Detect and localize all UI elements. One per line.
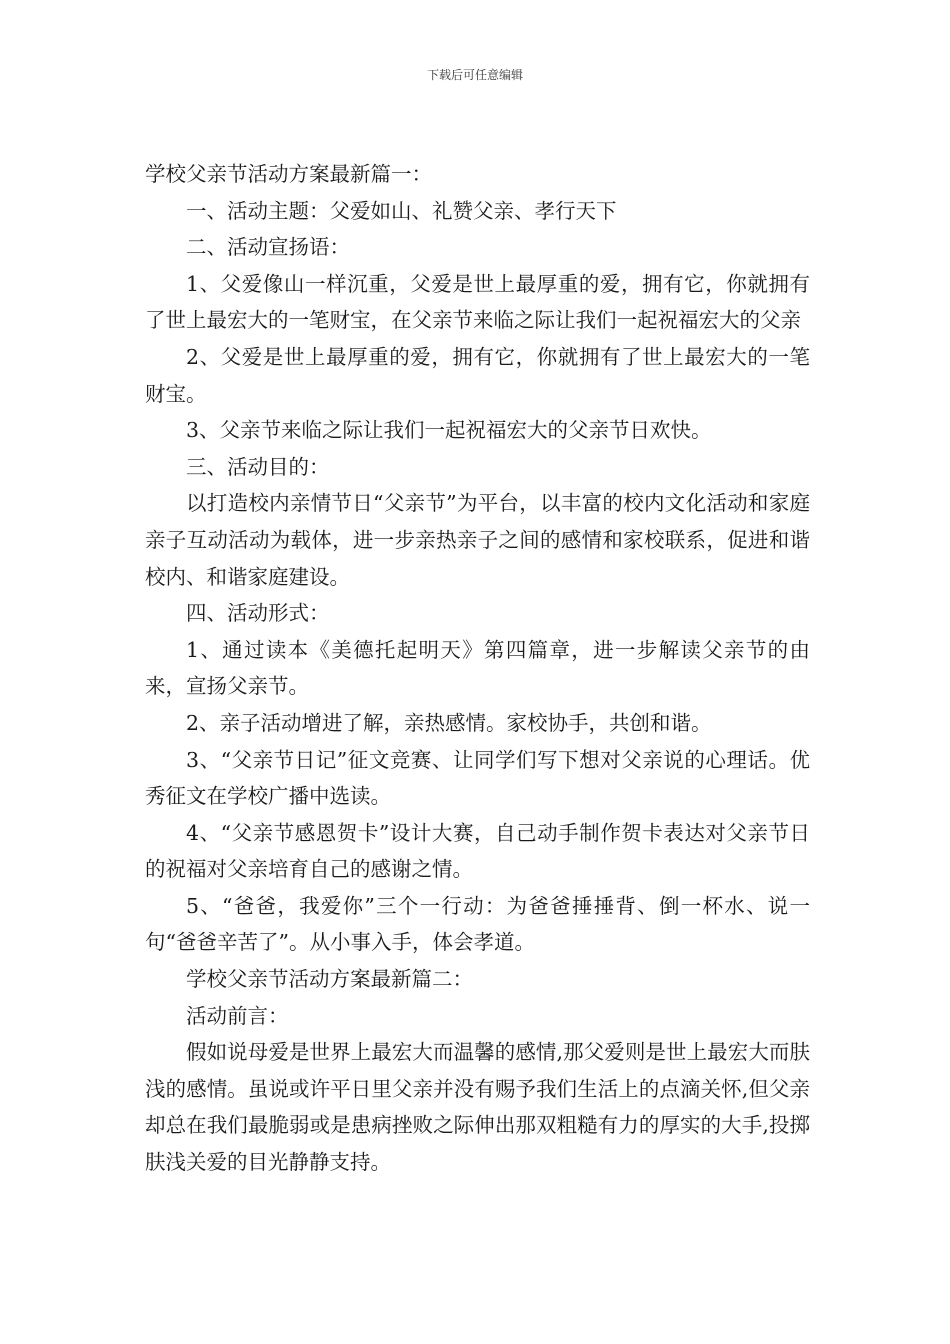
document-body: [145, 156, 810, 1181]
document-title: 学校父亲节活动方案最新篇一：: [145, 162, 432, 186]
paragraph-activity-theme: 一、活动主题：父爱如山、礼赞父亲、孝行天下: [186, 198, 617, 223]
paragraph-purpose-heading: 三、活动目的：: [186, 454, 330, 479]
paragraph-form-2: 2、亲子活动增进了解，亲热感情。家校协手，共创和谐。: [186, 710, 712, 735]
paragraph-preface-heading: 活动前言：: [186, 1003, 289, 1028]
paragraph-preface: 假如说母爱是世界上最宏大而温馨的感情,那父爱则是世上最宏大而肤浅的感情。虽说或许平日里父亲并没有赐予我们生活上的点滴关怀,但父亲却总在我们最脆弱或是患病挫败之际伸出那双粗糙有力的厚实的大手,投掷肤浅关爱的目光静静支持。: [145, 1040, 810, 1175]
paragraph-purpose: 以打造校内亲情节日“父亲节”为平台，以丰富的校内文化活动和家庭亲子互动活动为载体，进一步亲热亲子之间的感情和家校联系，促进和谐校内、和谐家庭建设。: [145, 491, 810, 589]
paragraph-slogan-3: 3、父亲节来临之际让我们一起祝福宏大的父亲节日欢快。: [186, 418, 712, 443]
paragraph-slogan-heading: 二、活动宣扬语：: [186, 235, 350, 260]
paragraph-slogan-2: 2、父爱是世上最厚重的爱，拥有它，你就拥有了世上最宏大的一笔财宝。: [145, 344, 810, 406]
paragraph-form-5: 5、“爸爸，我爱你”三个一行动：为爸爸捶捶背、倒一杯水、说一句“爸爸辛苦了”。从小事入手，体会孝道。: [145, 893, 810, 955]
page-header: 下载后可任意编辑: [426, 68, 523, 82]
section-two-title: 学校父亲节活动方案最新篇二：: [186, 967, 473, 992]
paragraph-form-4: 4、“父亲节感恩贺卡”设计大赛，自己动手制作贺卡表达对父亲节日的祝福对父亲培育自己的感谢之情。: [145, 820, 810, 882]
paragraph-form-1: 1、通过读本《美德托起明天》第四篇章，进一步解读父亲节的由来，宣扬父亲节。: [145, 637, 810, 699]
paragraph-form-heading: 四、活动形式：: [186, 601, 330, 626]
paragraph-slogan-1: 1、父爱像山一样沉重，父爱是世上最厚重的爱，拥有它，你就拥有了世上最宏大的一笔财宝，在父亲节来临之际让我们一起祝福宏大的父亲: [145, 271, 810, 333]
paragraph-form-3: 3、“父亲节日记”征文竞赛、让同学们写下想对父亲说的心理话。优秀征文在学校广播中选读。: [145, 747, 810, 809]
